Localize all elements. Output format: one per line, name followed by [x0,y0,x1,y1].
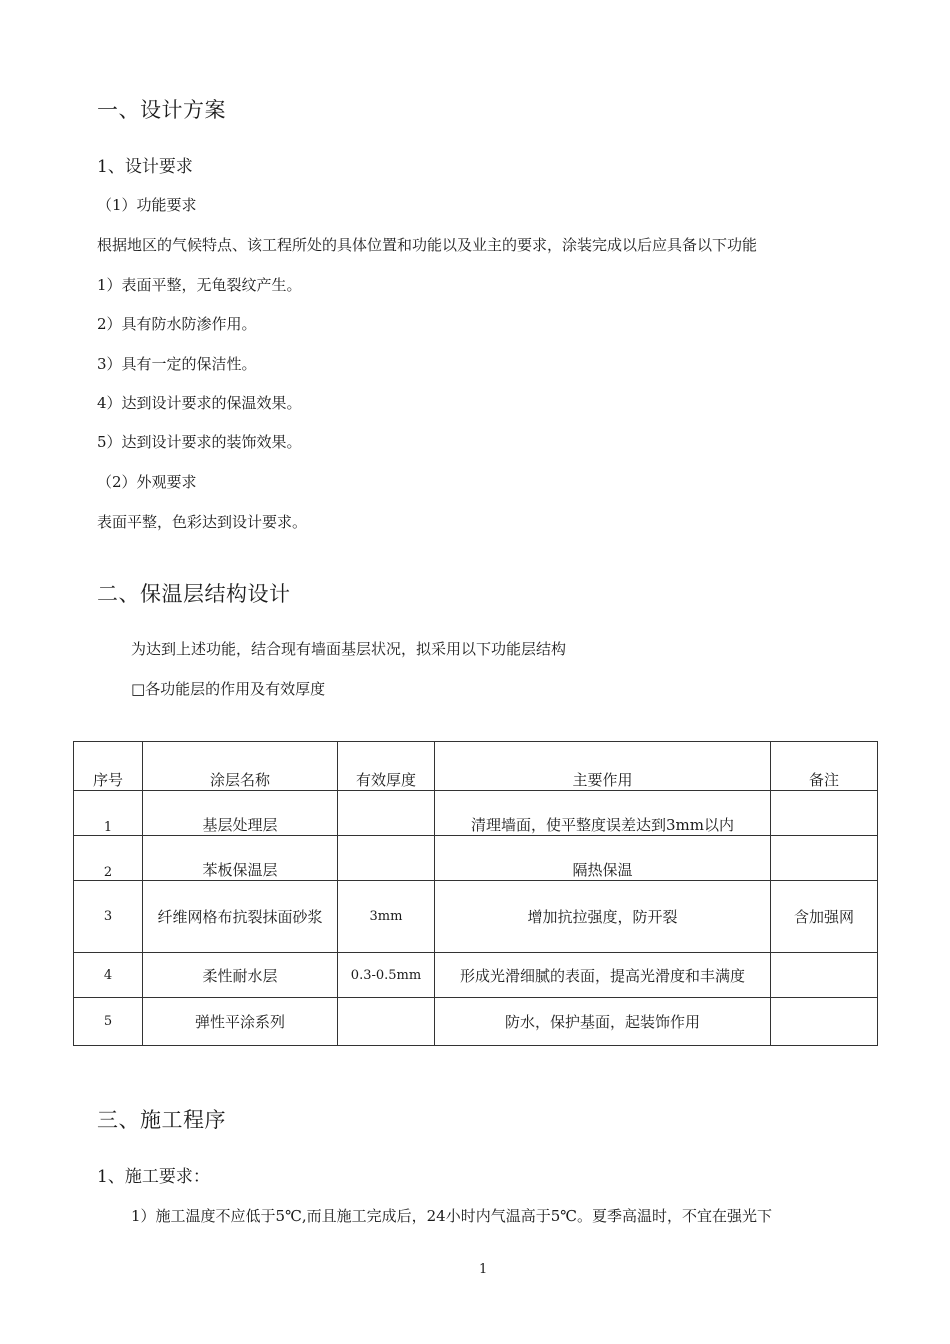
table-header-cell: 主要作用 [435,742,771,791]
table-cell [771,953,878,998]
page-number: 1 [479,1262,488,1277]
table-cell: 柔性耐水层 [143,953,338,998]
table-cell: 0.3-0.5mm [338,953,435,998]
table-cell: 防水，保护基面，起装饰作用 [435,998,771,1046]
function-item: 3）具有一定的保洁性。 [97,355,257,373]
table-row [74,836,878,881]
table-row [74,791,878,836]
table-cell [771,998,878,1046]
table-cell: 5 [74,998,143,1046]
table-caption: □各功能层的作用及有效厚度 [131,680,326,698]
function-item: 5）达到设计要求的装饰效果。 [97,433,302,451]
section-1-title: 一、设计方案 [97,98,226,122]
table-cell: 基层处理层 [143,791,338,836]
table-header-cell: 备注 [771,742,878,791]
table-cell: 纤维网格布抗裂抹面砂浆 [143,881,338,953]
section-2-intro: 为达到上述功能，结合现有墙面基层状况，拟采用以下功能层结构 [131,640,567,658]
construction-item: 1）施工温度不应低于5℃,而且施工完成后，24小时内气温高于5℃。夏季高温时，不宜在强光下 [131,1207,773,1225]
table-cell [771,791,878,836]
table-cell: 清理墙面，使平整度误差达到3mm以内 [435,791,771,836]
function-item: 1）表面平整，无龟裂纹产生。 [97,276,302,294]
table-cell: 3 [74,881,143,953]
table-cell: 3mm [338,881,435,953]
table-header-cell: 涂层名称 [143,742,338,791]
table-cell: 苯板保温层 [143,836,338,881]
table-row [74,953,878,998]
table-cell [771,836,878,881]
table-cell: 含加强网 [771,881,878,953]
table-row [74,881,878,953]
function-item: 4）达到设计要求的保温效果。 [97,394,302,412]
section-1-subtitle: 1、设计要求 [97,157,193,177]
table-cell [338,998,435,1046]
table-cell: 1 [74,791,143,836]
table-cell: 隔热保温 [435,836,771,881]
table-header-cell: 序号 [74,742,143,791]
function-heading: （1）功能要求 [97,196,197,214]
layer-table [73,741,878,1046]
table-cell: 弹性平涂系列 [143,998,338,1046]
table-cell [338,791,435,836]
function-item: 2）具有防水防渗作用。 [97,315,257,333]
section-3-title: 三、施工程序 [97,1108,226,1132]
table-cell: 2 [74,836,143,881]
appearance-heading: （2）外观要求 [97,473,197,491]
table-cell [338,836,435,881]
table-cell: 形成光滑细腻的表面，提高光滑度和丰满度 [435,953,771,998]
function-intro: 根据地区的气候特点、该工程所处的具体位置和功能以及业主的要求，涂装完成以后应具备以下功能 [97,236,758,254]
table-header-cell: 有效厚度 [338,742,435,791]
table-cell: 4 [74,953,143,998]
appearance-text: 表面平整，色彩达到设计要求。 [97,513,308,531]
table-row [74,998,878,1046]
table-header-row [74,742,878,791]
section-2-title: 二、保温层结构设计 [97,582,291,606]
section-3-subtitle: 1、施工要求： [97,1167,210,1187]
table-cell: 增加抗拉强度，防开裂 [435,881,771,953]
